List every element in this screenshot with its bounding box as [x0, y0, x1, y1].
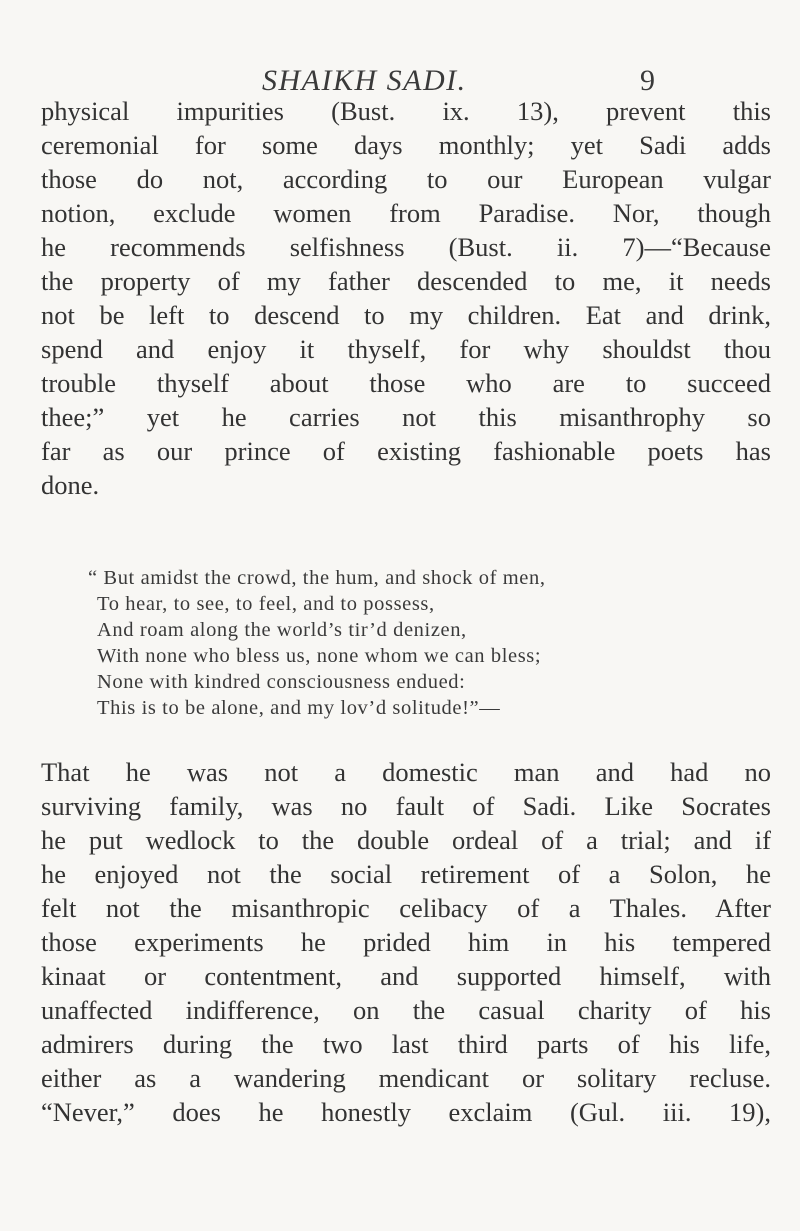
text-line: admirers during the two last third parts of his life, — [41, 1029, 771, 1059]
verse-line: To hear, to see, to feel, and to possess, — [97, 593, 435, 615]
verse-line: None with kindred consciousness endued: — [97, 671, 466, 693]
text-line: those do not, according to our European vulgar — [41, 164, 771, 194]
verse-line: This is to be alone, and my lov’d solitude!”— — [97, 697, 501, 719]
text-line: ceremonial for some days monthly; yet Sadi adds — [41, 130, 771, 160]
text-line: “Never,” does he honestly exclaim (Gul. iii. 19), — [41, 1097, 771, 1127]
verse-line: And roam along the world’s tir’d denizen, — [97, 619, 467, 641]
text-line: unaffected indifference, on the casual charity of his — [41, 995, 771, 1025]
text-line: the property of my father descended to me, it needs — [41, 266, 771, 296]
text-line: those experiments he prided him in his tempered — [41, 927, 771, 957]
text-line: he put wedlock to the double ordeal of a trial; and if — [41, 825, 771, 855]
verse-line: “ But amidst the crowd, the hum, and shock of men, — [88, 567, 546, 589]
text-line: far as our prince of existing fashionable poets has — [41, 436, 771, 466]
text-line: not be left to descend to my children. Eat and drink, — [41, 300, 771, 330]
text-line: felt not the misanthropic celibacy of a Thales. After — [41, 893, 771, 923]
paragraph-2 — [41, 755, 771, 1129]
text-line: thee;” yet he carries not this misanthrophy so — [41, 402, 771, 432]
verse-quotation — [88, 565, 748, 721]
running-title: SHAIKH SADI. — [262, 64, 467, 97]
text-line: spend and enjoy it thyself, for why shouldst thou — [41, 334, 771, 364]
text-line: either as a wandering mendicant or solitary recluse. — [41, 1063, 771, 1093]
text-line: physical impurities (Bust. ix. 13), prevent this — [41, 96, 771, 126]
text-line: he recommends selfishness (Bust. ii. 7)—“Because — [41, 232, 771, 262]
text-line: That he was not a domestic man and had no — [41, 757, 771, 787]
text-line: surviving family, was no fault of Sadi. Like Socrates — [41, 791, 771, 821]
page-header — [0, 58, 800, 98]
page-number: 9 — [640, 64, 655, 97]
text-line: kinaat or contentment, and supported himself, with — [41, 961, 771, 991]
text-line: notion, exclude women from Paradise. Nor, though — [41, 198, 771, 228]
text-line: done. — [41, 470, 100, 500]
paragraph-1 — [41, 94, 771, 502]
text-line: he enjoyed not the social retirement of a Solon, he — [41, 859, 771, 889]
verse-line: With none who bless us, none whom we can bless; — [97, 645, 542, 667]
text-line: trouble thyself about those who are to succeed — [41, 368, 771, 398]
